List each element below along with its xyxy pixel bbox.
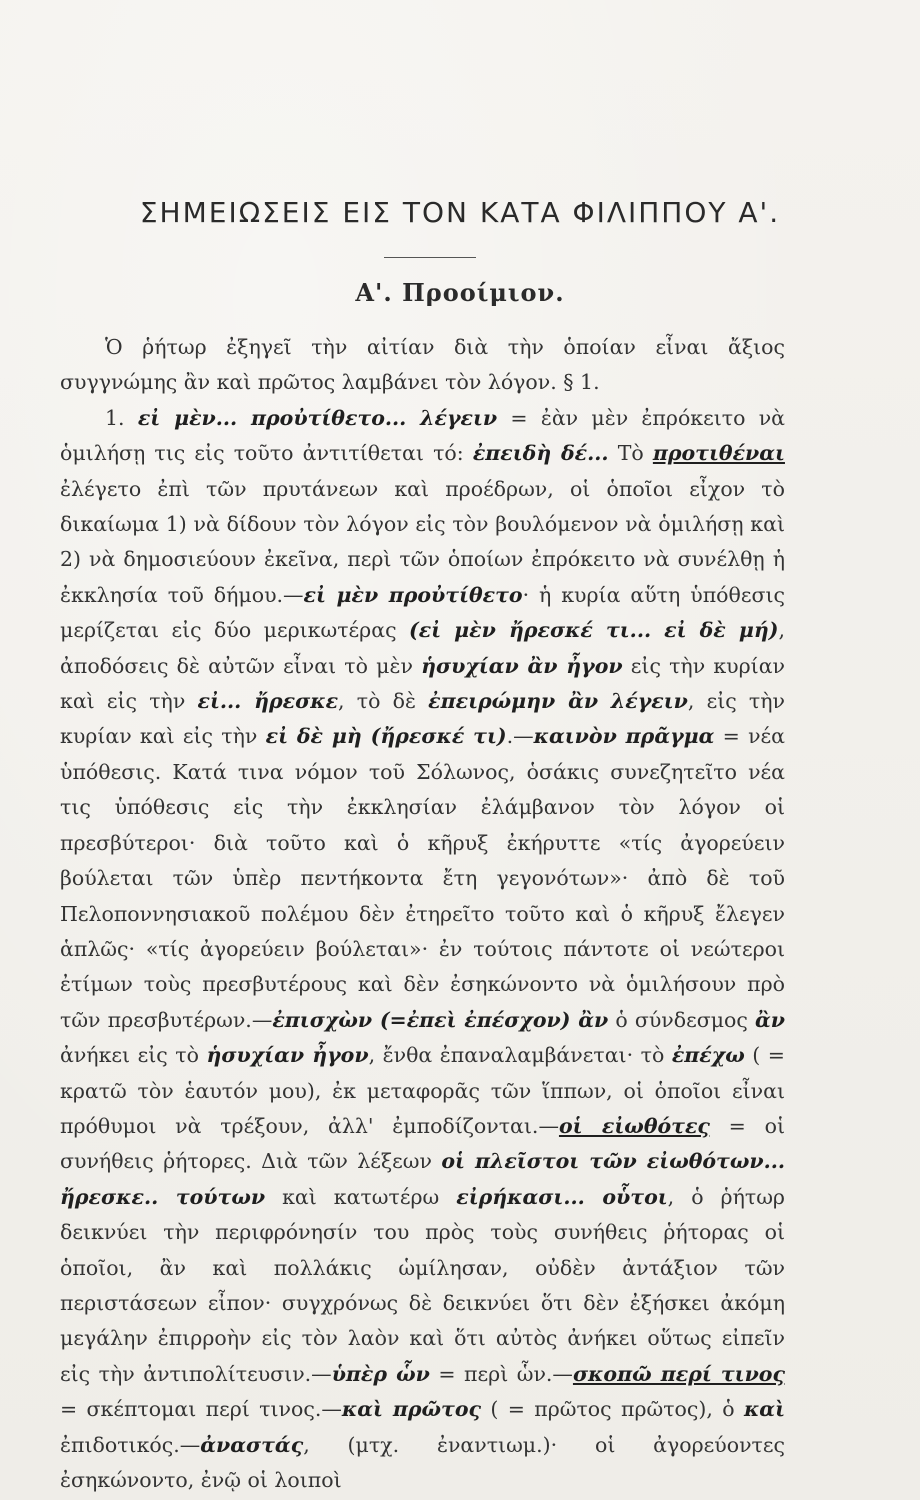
note-text: 1. xyxy=(105,405,138,430)
note-text: , ἀποδόσεις δὲ αὐτῶν εἶναι τὸ μὲν xyxy=(60,618,785,678)
note-text: ἐπιδοτικός.— xyxy=(60,1432,201,1457)
note-text: = οἱ συνήθεις ῥήτορες. Διὰ τῶν λέξεων xyxy=(60,1113,785,1174)
note-text: εἰς τὴν κυρίαν καὶ εἰς τὴν xyxy=(60,653,785,714)
lemma: καινὸν πρᾶγμα xyxy=(533,724,715,749)
note-text: = περὶ ὧν.— xyxy=(429,1361,573,1386)
lemma: ἐπειρώμην ἂν λέγειν xyxy=(428,689,688,714)
note-text: , τὸ δὲ xyxy=(338,689,429,714)
lemma: προτιθέναι xyxy=(652,441,785,466)
lemma: σκοπῶ περί τινος xyxy=(572,1361,785,1386)
lemma: ἡσυχίαν ἂν ἦγον xyxy=(421,653,623,678)
note-text: ( = πρῶτος πρῶτος), ὁ xyxy=(481,1397,744,1422)
note-text: ( = κρατῶ τὸν ἑαυτόν μου), ἐκ μεταφορᾶς τῶν ἵππων, οἱ ὁποῖοι εἶναι πρόθυμοι νὰ τρέξουν, ἀλλ' ἐμποδίζονται.— xyxy=(60,1043,785,1138)
lemma: ἀναστάς xyxy=(200,1432,304,1457)
note-text: · ἡ κυρία αὕτη ὑπόθεσις μερίζεται εἰς δύο μερικωτέρας xyxy=(60,582,785,643)
lemma: ὑπὲρ ὧν xyxy=(331,1361,430,1386)
note-text: = νέα ὑπόθεσις. Κατά τινα νόμον τοῦ Σόλωνος, ὁσάκις συνεζητεῖτο νέα τις ὑπόθεσις εἰς τὴν ἐκκλησίαν ἐλάμβανον τὸν λόγον οἱ πρεσβύτεροι· διὰ τοῦτο καὶ ὁ κῆρυξ ἐκήρυττε «τίς ἀγορεύειν βούλεται τῶν ὑπὲρ πεντήκοντα ἔτη γεγονότων»· ἀπὸ δὲ τοῦ Πελοποννησιακοῦ πολέμου δὲν ἐτηρεῖτο τοῦτο καὶ ὁ κῆρυξ ἔλεγεν ἁπλῶς· «τίς ἀγορεύειν βούλεται»· ἐν τούτοις πάντοτε οἱ νεώτεροι ἐτίμων τοὺς πρεσβυτέρους καὶ δὲν ἐσηκώνοντο νὰ ὁμιλήσουν πρὸ τῶν πρεσβυτέρων.— xyxy=(60,724,786,1032)
lemma: ἐπέχω xyxy=(671,1043,745,1068)
intro-paragraph xyxy=(60,330,785,401)
lemma: ἂν xyxy=(755,1007,785,1032)
lemma: ἡσυχίαν ἦγον xyxy=(206,1043,369,1068)
note-text: καὶ κατωτέρω xyxy=(265,1184,457,1209)
note-text: , ὁ ῥήτωρ δεικνύει τὴν περιφρόνησίν του πρὸς τοὺς συνήθεις ῥήτορας οἱ ὁποῖοι, ἂν καὶ πολλάκις ὡμίλησαν, οὐδὲν ἀντάξιον τῶν περιστάσεων εἶπον· συγχρόνως δὲ δεικνύει ὅτι δὲν ἐξήσκει ἀκόμη μεγάλην ἐπιρροὴν εἰς τὸν λαὸν καὶ ὅτι αὐτὸς ἀνήκει οὕτως εἰπεῖν εἰς τὴν ἀντιπολίτευσιν.— xyxy=(60,1184,785,1386)
intro-text: Ὁ ῥήτωρ ἐξηγεῖ τὴν αἰτίαν διὰ τὴν ὁποίαν εἶναι ἄξιος συγγνώμης ἂν καὶ πρῶτος λαμβάνει τὸν λόγον. § 1. xyxy=(60,335,785,395)
section-heading: Α'. Προοίμιον. xyxy=(355,278,565,307)
note-text: ἐλέγετο ἐπὶ τῶν πρυτάνεων καὶ προέδρων, οἱ ὁποῖοι εἶχον τὸ δικαίωμα 1) νὰ δίδουν τὸν λόγον εἰς τὸν βουλόμενον νὰ ὁμιλήσῃ καὶ 2) νὰ δημοσιεύουν ἐκεῖνα, περὶ τῶν ὁποίων ἐπρόκειτο νὰ συνέλθῃ ἡ ἐκκλησία τοῦ δήμου.— xyxy=(60,476,785,607)
lemma: οἱ εἰωθότες xyxy=(558,1113,710,1138)
note-text: = ἐὰν μὲν ἐπρόκειτο νὰ ὁμιλήσῃ τις εἰς τοῦτο ἀντιτίθεται τό: xyxy=(60,405,785,466)
note-text: ὁ σύνδεσμος xyxy=(608,1007,755,1032)
lemma: οἱ πλεῖστοι τῶν εἰωθότων... ἤρεσκε.. τούτων xyxy=(60,1149,786,1209)
lemma: ἐπισχὼν (=ἐπεὶ ἐπέσχον) ἂν xyxy=(272,1007,609,1032)
lemma: ἐπειδὴ δέ... xyxy=(472,441,609,466)
note-text: , ἔνθα ἐπαναλαμβάνεται· τὸ xyxy=(368,1043,672,1068)
lemma: καὶ xyxy=(743,1397,785,1422)
document-body xyxy=(60,330,785,1498)
lemma: καὶ πρῶτος xyxy=(341,1397,482,1422)
lemma: εἰ μὲν... προὐτίθετο... λέγειν xyxy=(137,405,498,430)
note-text: ἀνήκει εἰς τὸ xyxy=(60,1043,207,1068)
lemma: εἰ... ἤρεσκε xyxy=(197,689,339,714)
note-text: .— xyxy=(506,724,534,749)
note-text: , (μτχ. ἐναντιωμ.)· οἱ ἀγορεύοντες ἐσηκώνοντο, ἐνῷ οἱ λοιποὶ xyxy=(60,1432,785,1492)
lemma: εἰρήκασι... οὗτοι xyxy=(456,1184,668,1209)
note-text: , εἰς τὴν κυρίαν καὶ εἰς τὴν xyxy=(60,689,785,749)
note-text: = σκέπτομαι περί τινος.— xyxy=(60,1397,342,1422)
note-text: Τὸ xyxy=(608,441,653,466)
lemma: εἰ δὲ μὴ (ἤρεσκέ τι) xyxy=(265,724,507,749)
title-divider xyxy=(384,257,476,258)
note-paragraph xyxy=(60,401,785,1499)
lemma: εἰ μὲν προὐτίθετο xyxy=(303,582,523,607)
page-title: ΣΗΜΕΙΩΣΕΙΣ ΕΙΣ ΤΟΝ ΚΑΤΑ ΦΙΛΙΠΠΟΥ Α'. xyxy=(139,196,781,229)
lemma: (εἰ μὲν ἤρεσκέ τι... εἰ δὲ μή) xyxy=(409,618,779,643)
